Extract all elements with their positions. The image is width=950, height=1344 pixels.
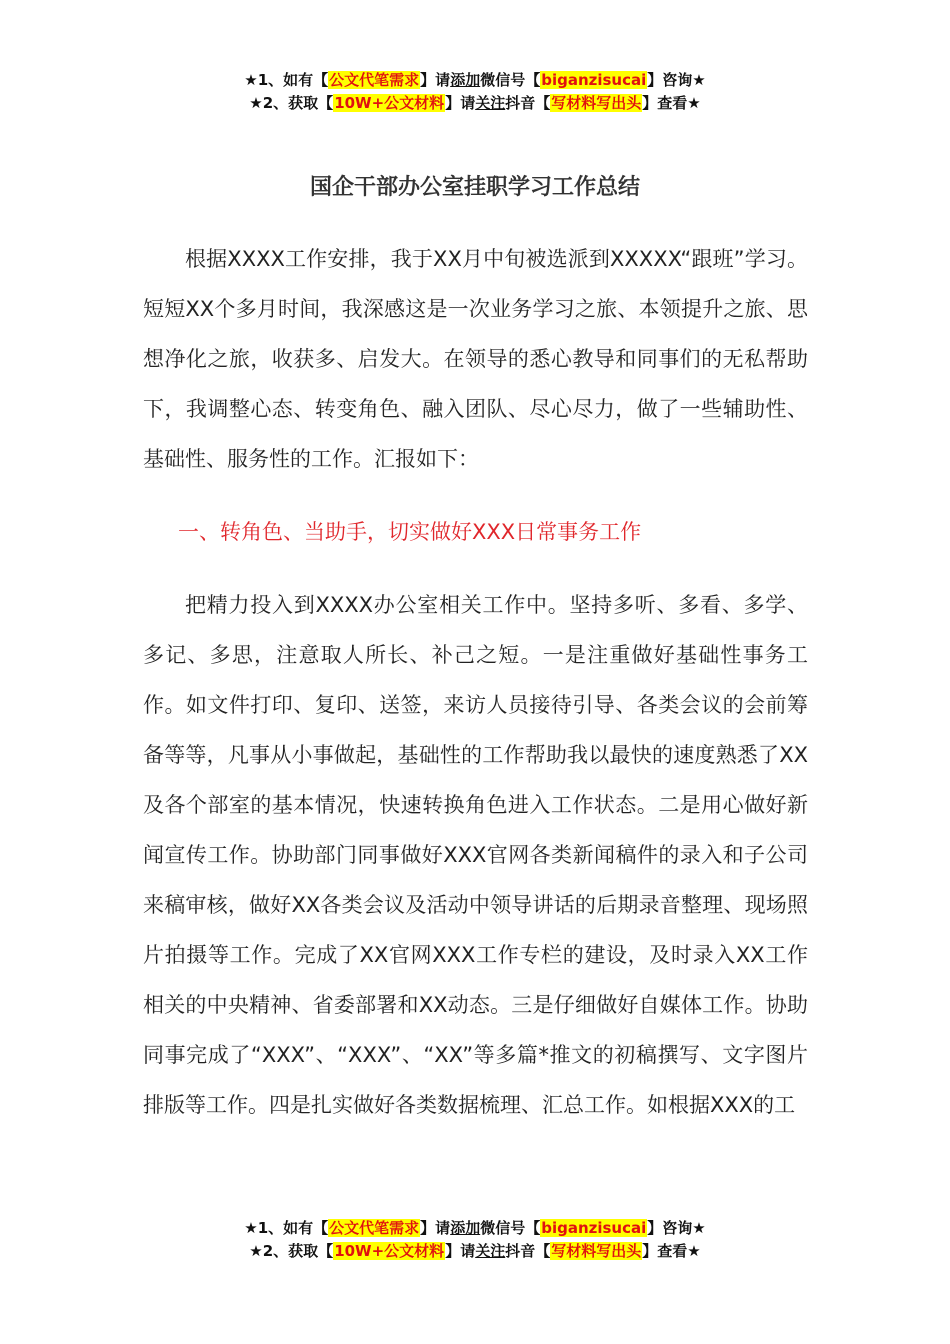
highlight-service: 公文代笔需求 [329, 1219, 420, 1237]
paragraph-section-1: 把精力投入到XXXX办公室相关工作中。坚持多听、多看、多学、多记、多思，注意取人所长、补己之短。一是注重做好基础性事务工作。如文件打印、复印、送签，来访人员接待引导、各类会议的会前筹备等等，凡事从小事做起，基础性的工作帮助我以最快的速度熟悉了XX及各个部室的基本情况，快速转换角色进入工作状态。二是用心做好新闻宣传工作。协助部门同事做好XXX官网各类新闻稿件的录入和子公司来稿审核，做好XX各类会议及活动中领导讲话的后期录音整理、现场照片拍摄等工作。完成了XX官网XXX工作专栏的建设，及时录入XX工作相关的中央精神、省委部署和XX动态。三是仔细做好自媒体工作。协助同事完成了“XXX”、“XXX”、“XX”等多篇*推文的初稿撰写、文字图片排版等工作。四是扎实做好各类数据梳理、汇总工作。如根据XXX的工 [143, 593, 808, 1117]
highlight-douyin-account: 写材料写出头 [551, 94, 642, 112]
banner-line-2: ★2、获取【10W+公文材料】请关注抖音【写材料写出头】查看★ [249, 94, 701, 112]
highlight-service: 公文代笔需求 [329, 71, 420, 89]
highlight-materials: 10W+公文材料 [334, 1242, 445, 1260]
highlight-douyin-account: 写材料写出头 [551, 1242, 642, 1260]
bottom-banner [0, 1217, 950, 1263]
top-banner [0, 69, 950, 115]
banner-line-1: ★1、如有【公文代笔需求】请添加微信号【biganzisucai】咨询★ [244, 1219, 706, 1237]
document-title: 国企干部办公室挂职学习工作总结 [309, 175, 640, 200]
highlight-wechat-id: biganzisucai [541, 1219, 647, 1237]
section-heading-1: 一、转角色、当助手，切实做好XXX日常事务工作 [178, 520, 642, 544]
highlight-materials: 10W+公文材料 [334, 94, 445, 112]
paragraph-intro: 根据XXXX工作安排，我于XX月中旬被选派到XXXXX“跟班”学习。短短XX个多月时间，我深感这是一次业务学习之旅、本领提升之旅、思想净化之旅，收获多、启发大。在领导的悉心教导和同事们的无私帮助下，我调整心态、转变角色、融入团队、尽心尽力，做了一些辅助性、基础性、服务性的工作。汇报如下： [143, 247, 809, 471]
banner-line-2: ★2、获取【10W+公文材料】请关注抖音【写材料写出头】查看★ [249, 1242, 701, 1260]
banner-line-1: ★1、如有【公文代笔需求】请添加微信号【biganzisucai】咨询★ [244, 71, 706, 89]
highlight-wechat-id: biganzisucai [541, 71, 647, 89]
